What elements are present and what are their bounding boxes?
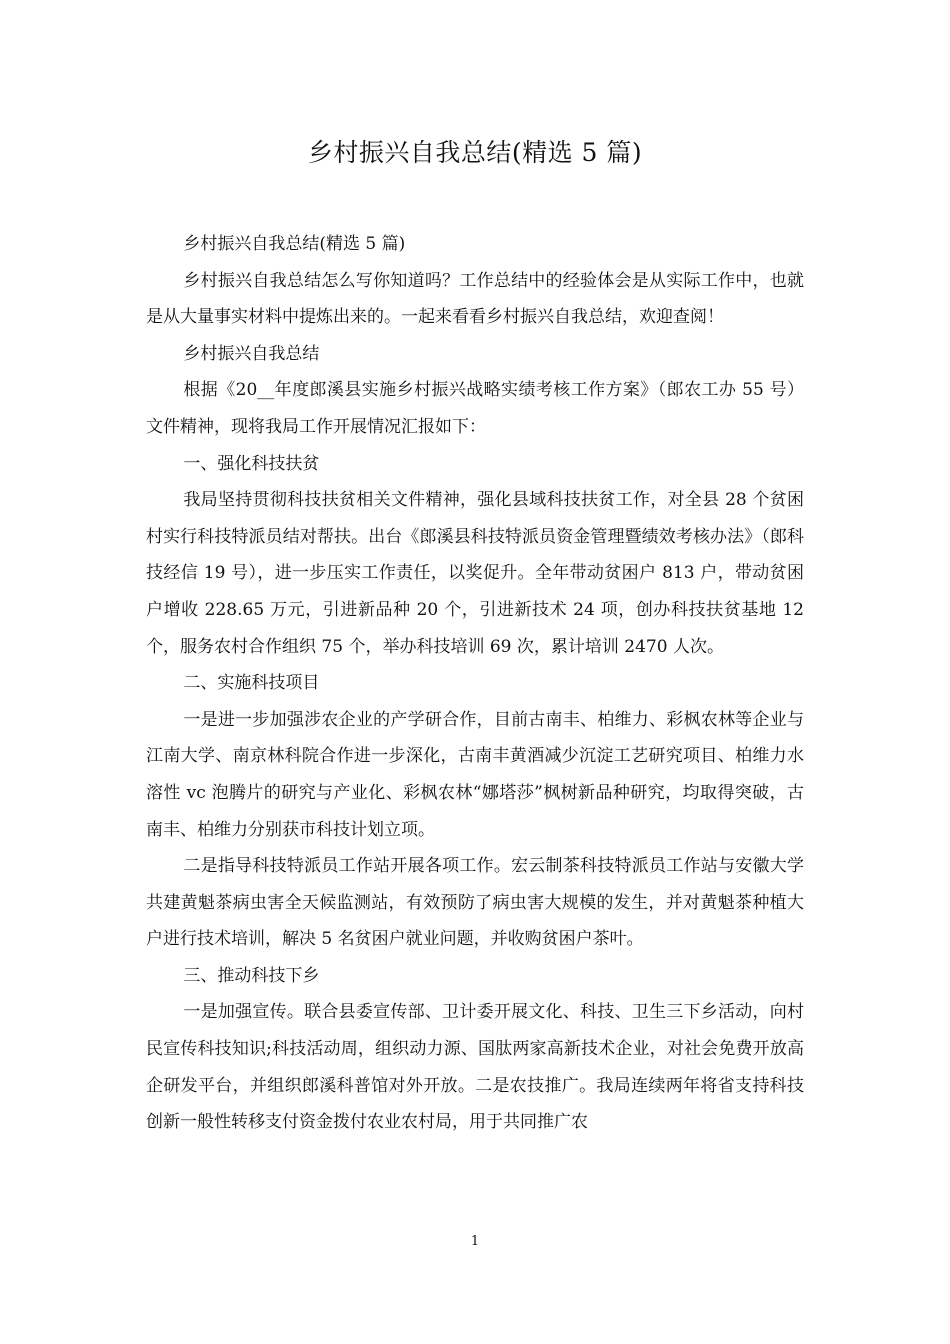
document-body	[146, 226, 804, 1141]
section-heading-1: 一、强化科技扶贫	[183, 453, 320, 474]
page-number: 1	[470, 1234, 480, 1249]
paragraph-section-1: 我局坚持贯彻科技扶贫相关文件精神，强化县域科技扶贫工作，对全县 28 个贫困村实行科技特派员结对帮扶。出台《郎溪县科技特派员资金管理暨绩效考核办法》（郎科技经信 19 号），进一步压实工作责任，以奖促升。全年带动贫困户 813 户，带动贫困户增收 228.65 万元，引进新品种 20 个，引进新技术 24 项，创办科技扶贫基地 12 个，服务农村合作组织 75 个，举办科技培训 69 次，累计培训 2470 人次。	[146, 490, 804, 657]
paragraph-subtitle: 乡村振兴自我总结(精选 5 篇)	[183, 234, 406, 254]
paragraph-intro: 乡村振兴自我总结怎么写你知道吗？工作总结中的经验体会是从实际工作中，也就是从大量事实材料中提炼出来的。一起来看看乡村振兴自我总结，欢迎查阅！	[146, 270, 804, 328]
section-heading-summary: 乡村振兴自我总结	[183, 343, 320, 364]
paragraph-section-2a: 一是进一步加强涉农企业的产学研合作，目前古南丰、柏维力、彩枫农林等企业与江南大学、南京林科院合作进一步深化，古南丰黄酒减少沉淀工艺研究项目、柏维力水溶性 vc 泡腾片的研究与产业化、彩枫农林“娜塔莎”枫树新品种研究，均取得突破，古南丰、柏维力分别获市科技计划立项。	[146, 709, 804, 840]
paragraph-basis: 根据《20__年度郎溪县实施乡村振兴战略实绩考核工作方案》（郎农工办 55 号）文件精神，现将我局工作开展情况汇报如下：	[146, 380, 804, 437]
paragraph-section-3: 一是加强宣传。联合县委宣传部、卫计委开展文化、科技、卫生三下乡活动，向村民宣传科技知识;科技活动周，组织动力源、国肽两家高新技术企业，对社会免费开放高企研发平台，并组织郎溪科普馆对外开放。二是农技推广。我局连续两年将省支持科技创新一般性转移支付资金拨付农业农村局，用于共同推广农	[146, 1002, 804, 1133]
document-title: 乡村振兴自我总结(精选 5 篇)	[307, 138, 643, 167]
paragraph-section-2b: 二是指导科技特派员工作站开展各项工作。宏云制茶科技特派员工作站与安徽大学共建黄魁茶病虫害全天候监测站，有效预防了病虫害大规模的发生，并对黄魁茶种植大户进行技术培训，解决 5 名贫困户就业问题，并收购贫困户茶叶。	[146, 856, 804, 950]
section-heading-2: 二、实施科技项目	[183, 673, 320, 694]
section-heading-3: 三、推动科技下乡	[183, 965, 320, 986]
